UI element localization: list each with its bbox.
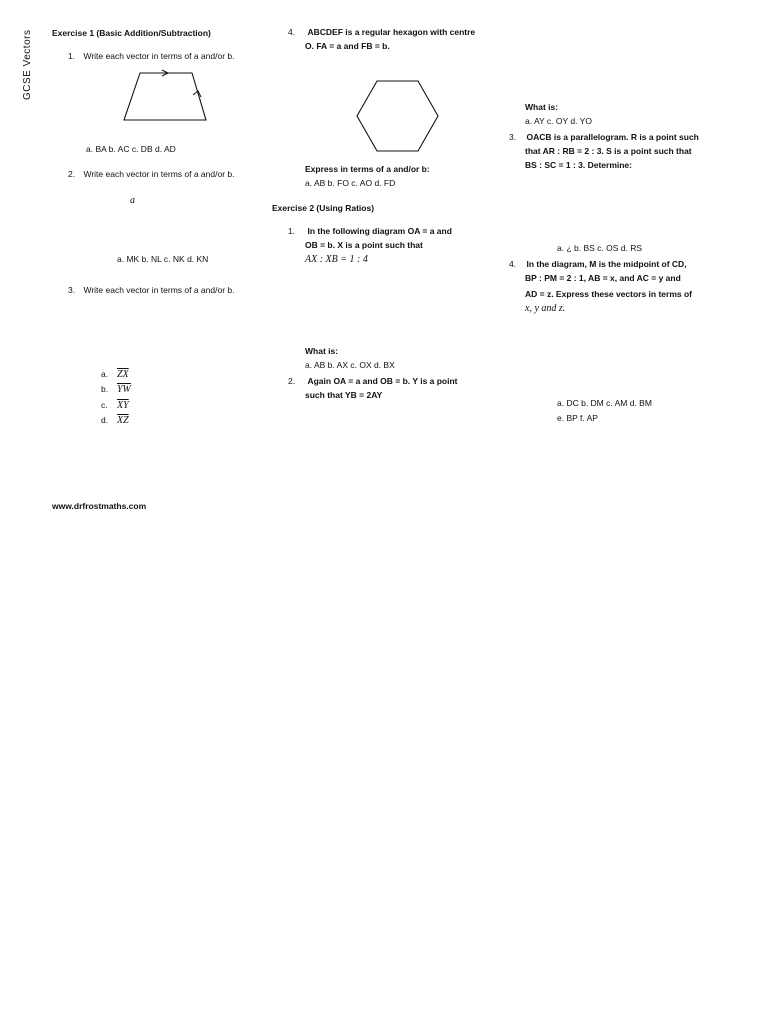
ex2-q1-parts: a. AB b. AX c. OX d. BX bbox=[305, 360, 395, 370]
q-number: 3. bbox=[68, 285, 76, 295]
ex1-q3-part-b bbox=[101, 384, 131, 395]
q-number: 2. bbox=[68, 169, 76, 179]
part-label: c. bbox=[101, 400, 108, 410]
q-number: 3. bbox=[509, 132, 517, 142]
part-label: d. bbox=[101, 415, 109, 425]
q-line1: In the diagram, M is the midpoint of CD, bbox=[526, 259, 687, 269]
col3-what: What is: bbox=[525, 102, 559, 112]
ex1-q1 bbox=[68, 51, 235, 61]
ex2-q4-line3: AD = z. Express these vectors in terms of bbox=[525, 289, 692, 299]
ex1-q4-parts: a. AB b. FO c. AO d. FD bbox=[305, 178, 396, 188]
ex2-q4-line4: x, y and z. bbox=[525, 303, 566, 314]
q-number: 1. bbox=[68, 51, 76, 61]
ex1-q2-parts: a. MK b. NL c. NK d. KN bbox=[117, 254, 209, 264]
q-text: Write each vector in terms of a and/or b. bbox=[83, 285, 235, 295]
part-label: b. bbox=[101, 384, 109, 394]
q-line1: In the following diagram OA = a and bbox=[307, 226, 452, 236]
q-number: 1. bbox=[288, 226, 296, 236]
part-vector: $\overline{YW}$ bbox=[117, 384, 131, 395]
ex2-q4 bbox=[509, 259, 687, 269]
q-number: 4. bbox=[509, 259, 517, 269]
exercise1-title: Exercise 1 (Basic Addition/Subtraction) bbox=[52, 28, 211, 38]
hexagon-diagram bbox=[352, 78, 444, 156]
ex1-q3 bbox=[68, 285, 235, 295]
ex1-q4 bbox=[288, 27, 475, 37]
arrow-right bbox=[193, 91, 201, 97]
hexagon-shape bbox=[357, 81, 438, 151]
footer-url[interactable]: www.drfrostmaths.com bbox=[52, 501, 147, 511]
q-line1: Again OA = a and OB = b. Y is a point bbox=[307, 376, 458, 386]
trapezium-diagram bbox=[118, 68, 213, 124]
label-a: a bbox=[130, 195, 135, 206]
ex2-q2 bbox=[288, 376, 458, 386]
ex1-q3-part-d bbox=[101, 415, 129, 426]
q-number: 4. bbox=[288, 27, 296, 37]
ex2-q1-line2: OB = b. X is a point such that bbox=[305, 240, 423, 250]
ex1-q1-parts: a. BA b. AC c. DB d. AD bbox=[86, 144, 176, 154]
ex2-q4-parts1: a. DC b. DM c. AM d. BM bbox=[557, 398, 652, 408]
ex2-q4-line2: BP : PM = 2 : 1, AB = x, and AC = y and bbox=[525, 273, 681, 283]
ex2-q3-parts: a. ¿ b. BS c. OS d. RS bbox=[557, 243, 643, 253]
side-title: GCSE Vectors bbox=[22, 29, 33, 100]
ex1-q4-line2: O. FA = a and FB = b. bbox=[305, 41, 390, 51]
ex2-q1-line3: AX : XB = 1 : 4 bbox=[305, 254, 368, 265]
ex2-q3-line3: BS : SC = 1 : 3. Determine: bbox=[525, 160, 632, 170]
ex1-q3-part-c bbox=[101, 400, 129, 411]
exercise2-title: Exercise 2 (Using Ratios) bbox=[272, 203, 375, 213]
q-line1: OACB is a parallelogram. R is a point such bbox=[526, 132, 699, 142]
ex1-q2 bbox=[68, 169, 235, 179]
part-vector: $\overline{XY}$ bbox=[117, 400, 129, 411]
q-number: 2. bbox=[288, 376, 296, 386]
ex2-q3 bbox=[509, 132, 699, 142]
ex1-q3-part-a bbox=[101, 369, 129, 380]
part-label: a. bbox=[101, 369, 109, 379]
ex1-q4-express: Express in terms of a and/or b: bbox=[305, 164, 430, 174]
col3-parts1: a. AY c. OY d. YO bbox=[525, 116, 592, 126]
trapezium-shape bbox=[124, 73, 206, 120]
q-text: Write each vector in terms of a and/or b. bbox=[83, 51, 235, 61]
part-vector: $\overline{ZX}$ bbox=[117, 369, 129, 380]
q-text: Write each vector in terms of a and/or b. bbox=[83, 169, 235, 179]
ex2-q4-parts2: e. BP f. AP bbox=[557, 413, 598, 423]
ex2-q1-what: What is: bbox=[305, 346, 339, 356]
ex2-q2-line2: such that YB = 2AY bbox=[305, 390, 383, 400]
ex2-q3-line2: that AR : RB = 2 : 3. S is a point such that bbox=[525, 146, 692, 156]
part-vector: $\overline{XZ}$ bbox=[117, 415, 129, 426]
ex2-q1 bbox=[288, 226, 452, 236]
q-line1: ABCDEF is a regular hexagon with centre bbox=[307, 27, 476, 37]
